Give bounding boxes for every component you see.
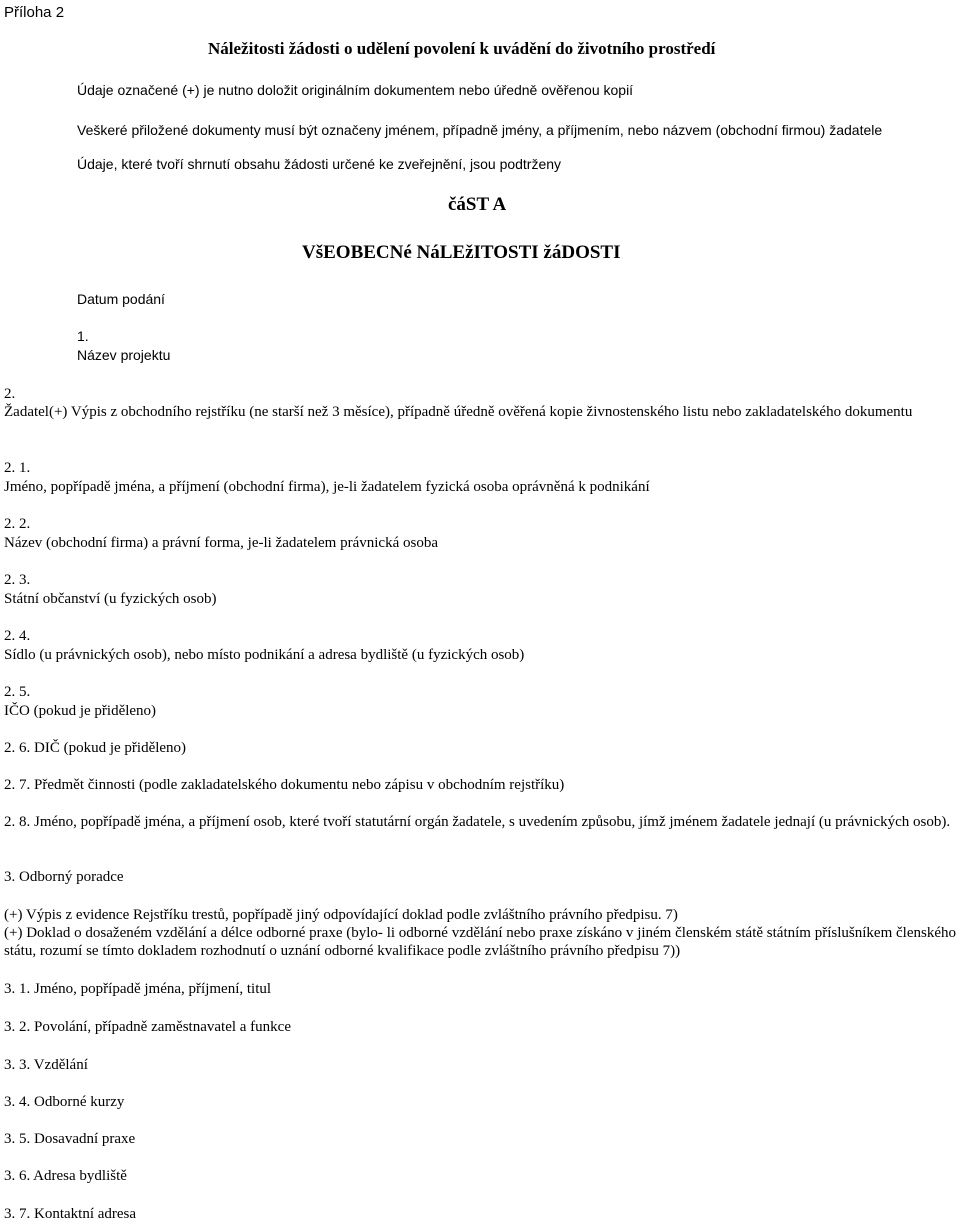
intro-line-3: Údaje, které tvoří shrnutí obsahu žádosti určené ke zveřejnění, jsou podtrženy [77,156,562,172]
item-3-requirement-2: (+) Doklad o dosaženém vzdělání a délce odborné praxe (bylo- li odborné vzdělání nebo praxe získáno v jiném členském státě státním příslušníkem členského státu, rozumí se tímto dokladem rozhodnutí o uznání odborné kvalifikace podle zvláštního právního předpisu 7)) [4,925,956,959]
item-3-1: 3. 1. Jméno, popřípadě jména, příjmení, titul [4,981,272,997]
item-1-number: 1. [77,328,89,344]
item-2-2-text: Název (obchodní firma) a právní forma, je-li žadatelem právnická osoba [4,535,438,551]
part-heading: čáST A [448,194,507,215]
item-2-1-number: 2. 1. [4,460,31,476]
item-3-7: 3. 7. Kontaktní adresa [4,1206,137,1222]
intro-line-2: Veškeré přiložené dokumenty musí být označeny jménem, případně jmény, a příjmením, nebo názvem (obchodní firmou) žadatele [77,122,883,138]
item-3-6: 3. 6. Adresa bydliště [4,1168,127,1184]
item-2-number: 2. [4,386,16,402]
document-title: Náležitosti žádosti o udělení povolení k uvádění do životního prostředí [208,39,716,58]
item-3-heading: 3. Odborný poradce [4,869,124,885]
part-subheading: VšEOBECNé NáLEžITOSTI žáDOSTI [302,242,621,263]
date-label: Datum podání [77,291,165,307]
item-1-label: Název projektu [77,347,171,363]
item-2-1-text: Jméno, popřípadě jména, a příjmení (obchodní firma), je-li žadatelem fyzická osoba oprávněná k podnikání [4,479,650,495]
item-2-8: 2. 8. Jméno, popřípadě jména, a příjmení osob, které tvoří statutární orgán žadatele, s uvedením způsobu, jímž jménem žadatele jednají (u právnických osob). [4,814,951,830]
intro-line-1: Údaje označené (+) je nutno doložit originálním dokumentem nebo úředně ověřenou kopií [77,82,634,98]
item-3-4: 3. 4. Odborné kurzy [4,1094,125,1110]
item-2-4-number: 2. 4. [4,628,31,644]
item-2-6: 2. 6. DIČ (pokud je přiděleno) [4,740,187,756]
item-2-2-number: 2. 2. [4,516,31,532]
item-3-2: 3. 2. Povolání, případně zaměstnavatel a funkce [4,1019,291,1035]
item-2-7: 2. 7. Předmět činnosti (podle zakladatelského dokumentu nebo zápisu v obchodním rejstříku) [4,777,565,793]
item-2-3-text: Státní občanství (u fyzických osob) [4,591,217,607]
item-2-text: Žadatel(+) Výpis z obchodního rejstříku (ne starší než 3 měsíce), případně úředně ověřená kopie živnostenského listu nebo zakladatelského dokumentu [4,404,913,420]
item-2-5-text: IČO (pokud je přiděleno) [4,703,157,719]
item-3-3: 3. 3. Vzdělání [4,1057,88,1073]
item-3-5: 3. 5. Dosavadní praxe [4,1131,136,1147]
item-2-3-number: 2. 3. [4,572,31,588]
item-3-requirement-1: (+) Výpis z evidence Rejstříku trestů, popřípadě jiný odpovídající doklad podle zvláštního právního předpisu. 7) [4,907,678,923]
item-2-4-text: Sídlo (u právnických osob), nebo místo podnikání a adresa bydliště (u fyzických osob) [4,647,525,663]
attachment-label: Příloha 2 [4,4,65,21]
item-2-5-number: 2. 5. [4,684,31,700]
